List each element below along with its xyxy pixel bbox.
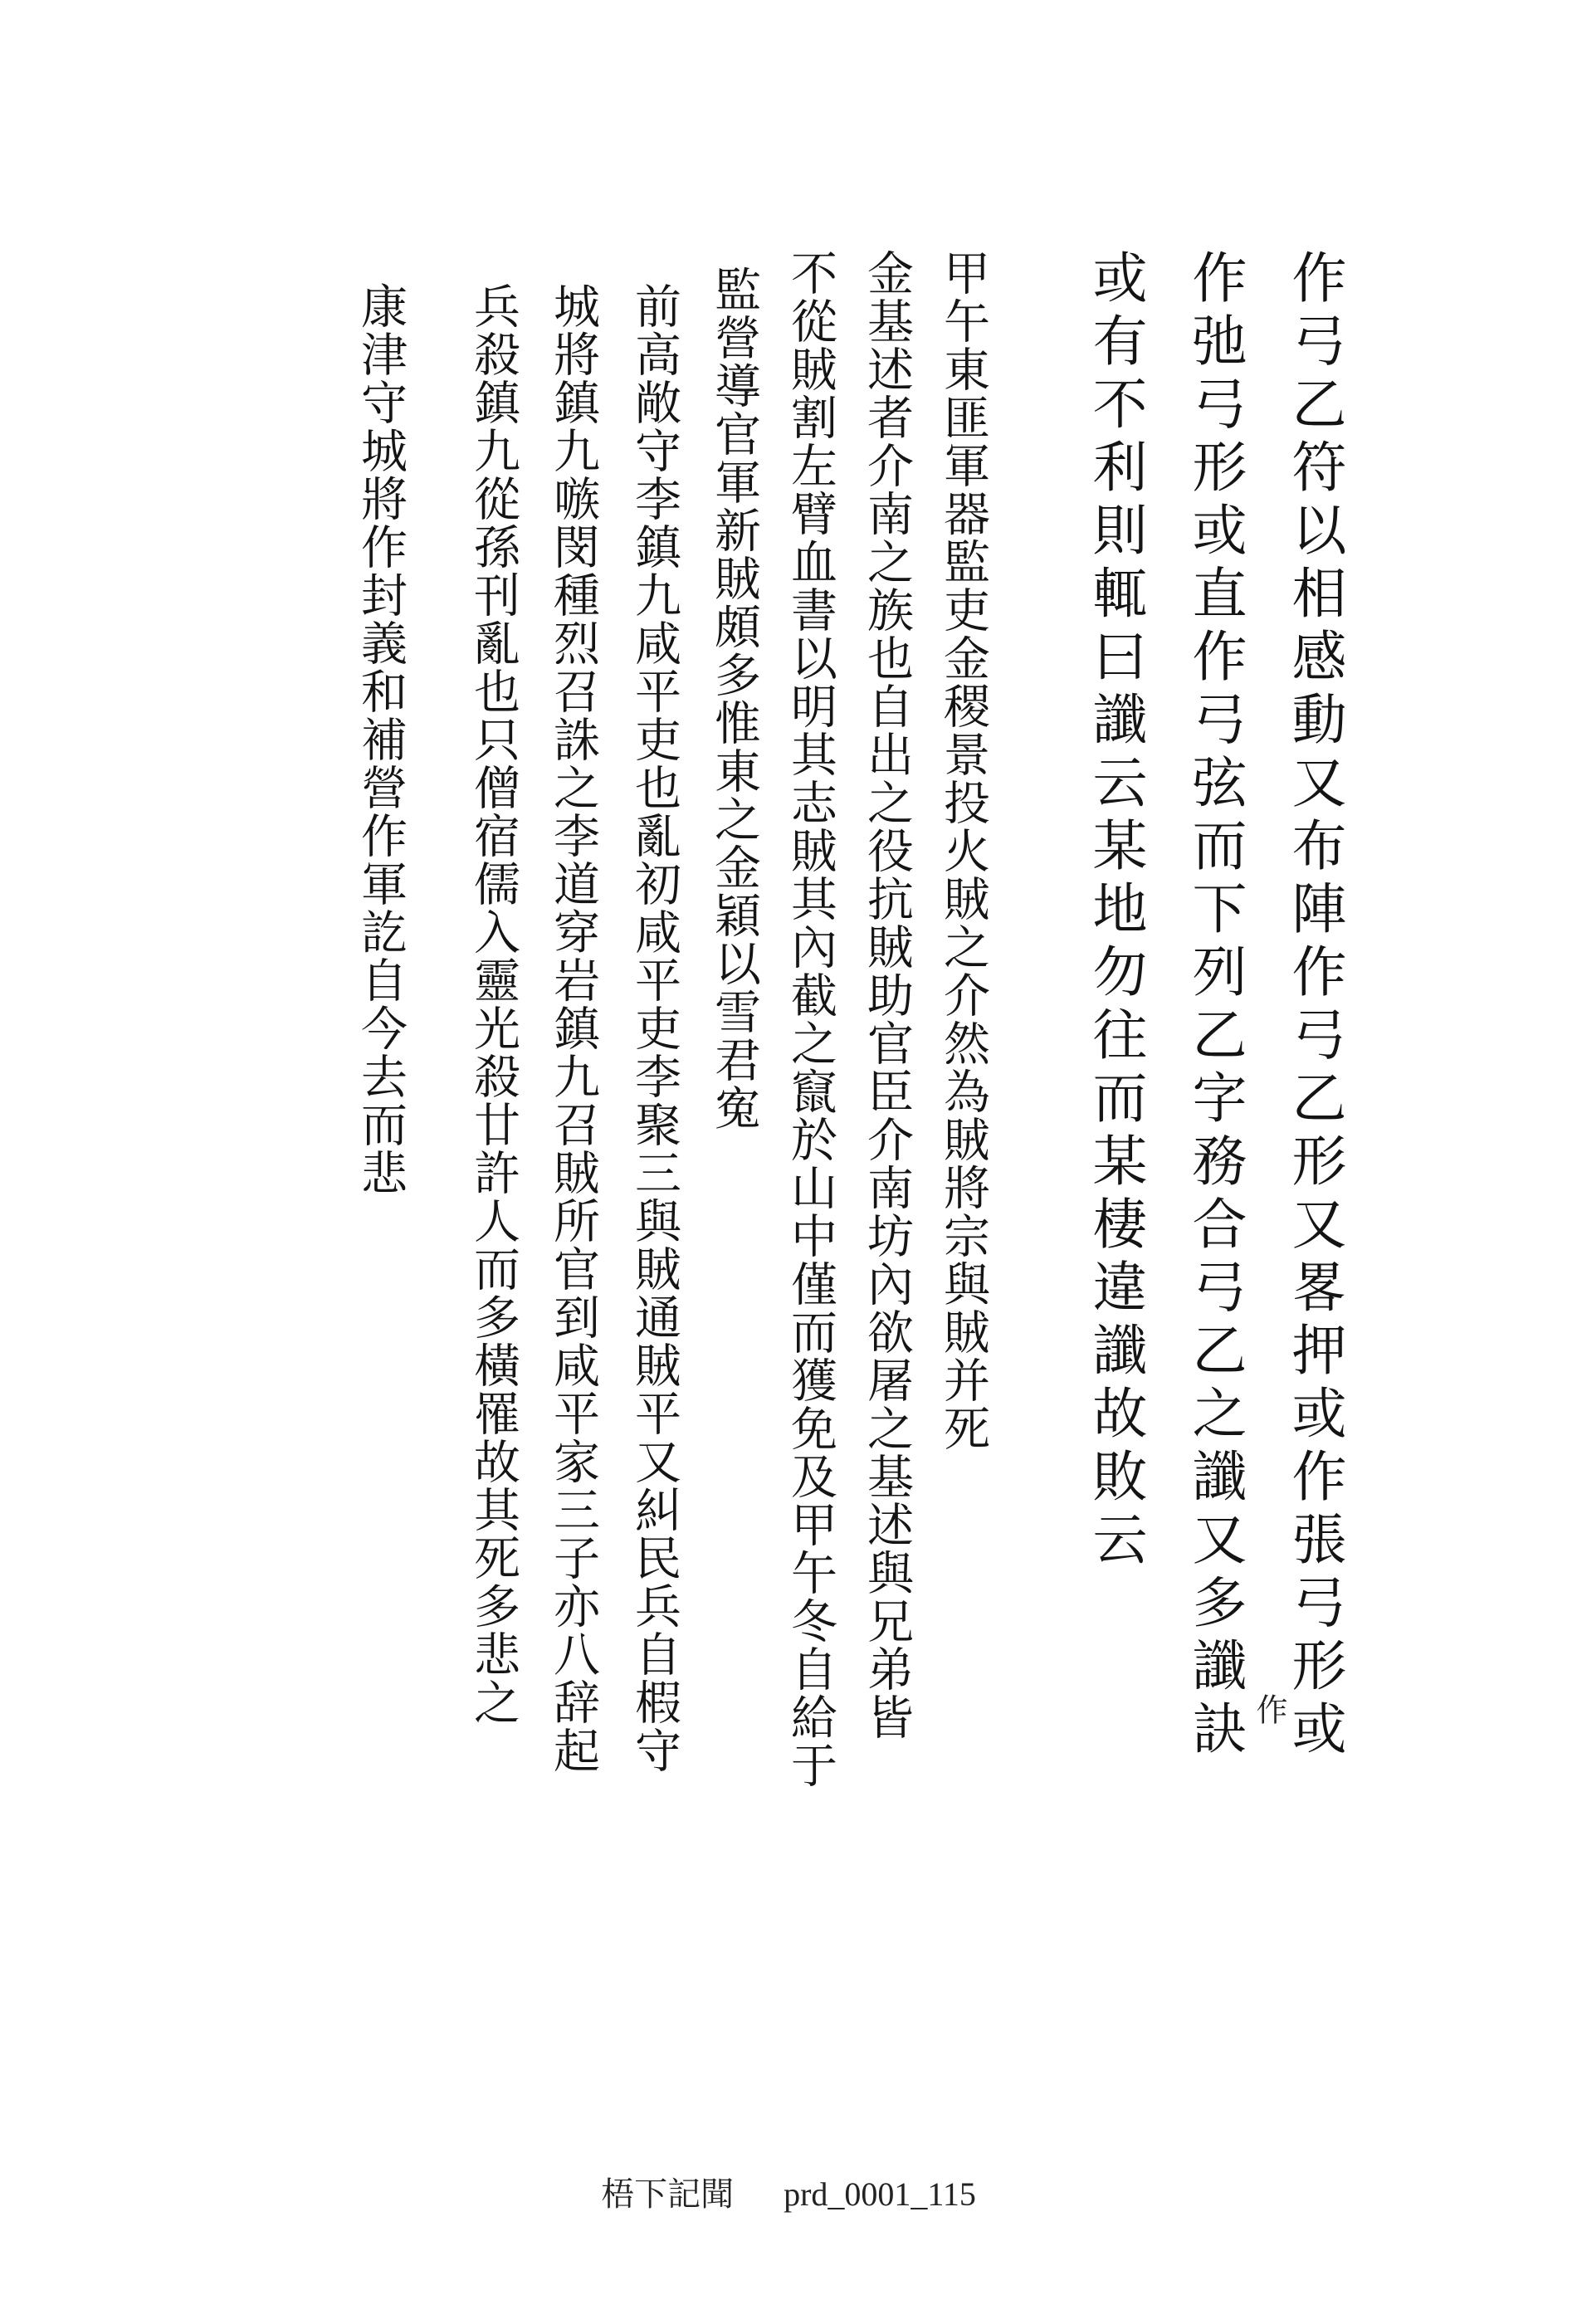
manuscript-column-10: 兵殺鎮九從孫刊亂也只僧宿儒入靈光殺廿許人而多橫罹故其死多悲之 [466,282,520,1726]
manuscript-column-5: 金基述者介南之族也自出之役抗賊助官臣介南坊內欲屠之基述與兄弟皆 [860,249,914,1741]
manuscript-column-7: 監營導官軍新賊頗多惟東之金穎以雪君寃 [707,266,761,1132]
footer-code: prd_0001_115 [784,2175,976,2213]
manuscript-text-block [315,249,1378,1959]
page-footer [0,2168,1577,2215]
manuscript-column-11: 康津守城將作封義和補營作軍訖自今去而悲 [354,282,408,1197]
manuscript-column-4: 甲午東匪軍器監吏金稷景投火賊之介然為賊將宗與賊并死 [936,249,990,1452]
manuscript-column-8: 前高敞守李鎮九咸平吏也亂初咸平吏李聚三與賊通賊平又糾民兵自椵守 [627,282,681,1775]
footer-title: 梧下記聞 [601,2175,735,2213]
manuscript-column-9: 城將鎮九嗾閔種烈召誅之李道穿岩鎮九召賊所官到咸平家三子亦八辞起 [546,282,600,1775]
manuscript-column-2: 作弛弓形或直作弓弦而下列乙字務合弓乙之讖又多讖訣 [1183,249,1247,1763]
interlinear-note: 作 [1251,1693,1287,1725]
manuscript-column-6: 不從賊割左臂血書以明其志賊其內截之竄於山中僅而獲免及甲午冬自給于 [784,249,837,1789]
manuscript-column-1: 作弓乙符以相感動又布陣作弓乙形又畧押或作張弓形或 [1282,249,1346,1763]
manuscript-column-3: 或有不利則輒曰讖云某地勿往而某棲違讖故敗云 [1083,249,1147,1574]
